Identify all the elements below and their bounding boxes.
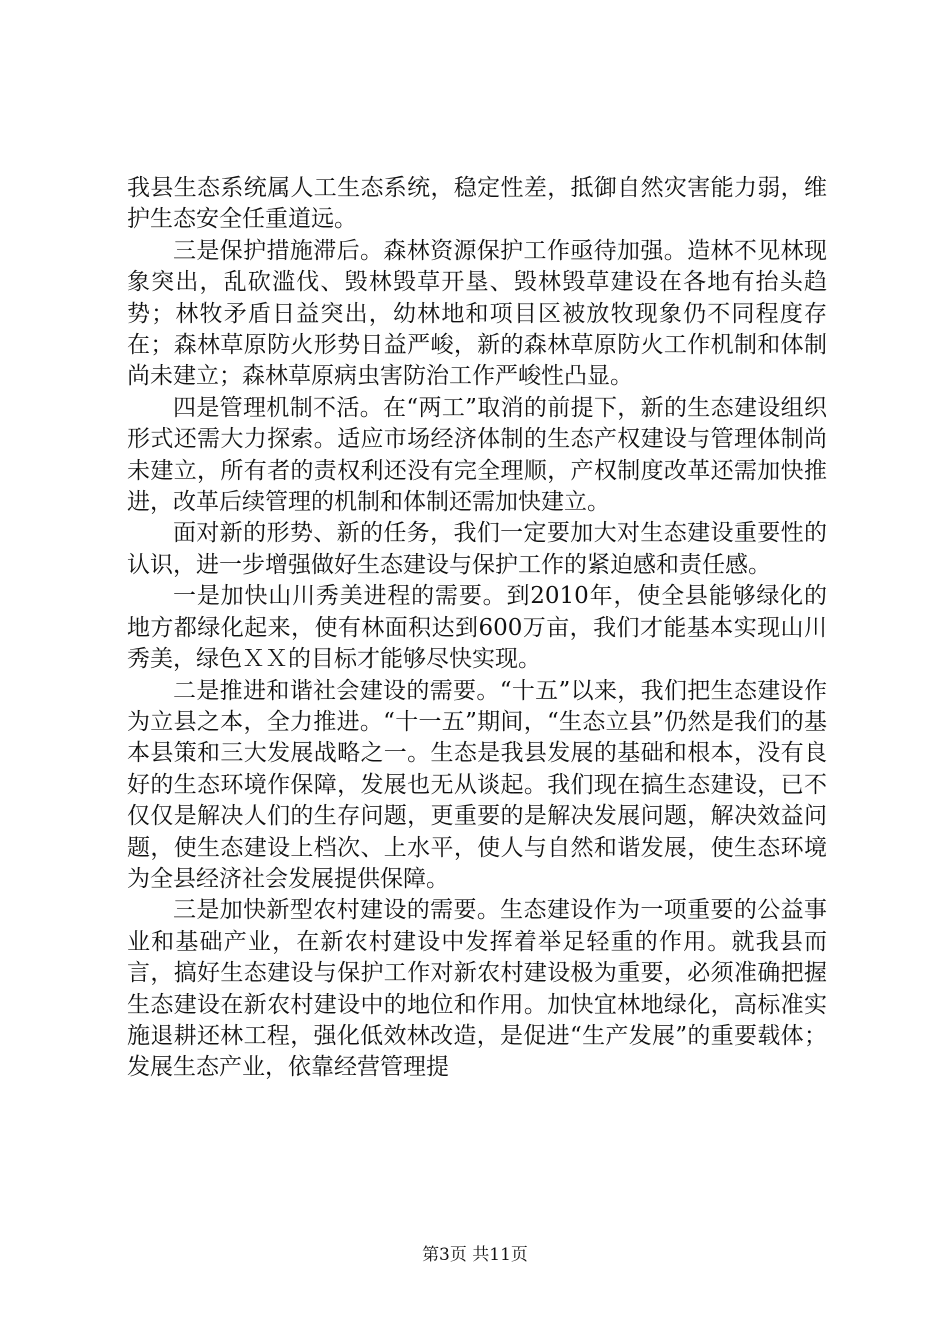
- paragraph-protection-measures: 三是保护措施滞后。森林资源保护工作亟待加强。造林不见林现象突出，乱砍滥伐、毁林毁草开垦、毁林毁草建设在各地有抬头趋势；林牧矛盾日益突出，幼林地和项目区被放牧现象仍不同程度存在；森林草原防火形势日益严峻，新的森林草原防火工作机制和体制尚未建立；森林草原病虫害防治工作严峻性凸显。: [127, 237, 827, 390]
- paragraph-harmonious-society: 二是推进和谐社会建设的需要。“十五”以来，我们把生态建设作为立县之本，全力推进。“十一五”期间，“生态立县”仍然是我们的基本县策和三大发展战略之一。生态是我县发展的基础和根本，没有良好的生态环境作保障，发展也无从谈起。我们现在搞生态建设，已不仅仅是解决人们的生存问题，更重要的是解决发展问题，解决效益问题，使生态建设上档次、上水平，使人与自然和谐发展，使生态环境为全县经济社会发展提供保障。: [127, 677, 827, 892]
- document-body: [127, 173, 827, 1084]
- page-number-footer: 第3页 共11页: [422, 1245, 528, 1265]
- paragraph-new-rural-construction: 三是加快新型农村建设的需要。生态建设作为一项重要的公益事业和基础产业，在新农村建设中发挥着举足轻重的作用。就我县而言，搞好生态建设与保护工作对新农村建设极为重要，必须准确把握生态建设在新农村建设中的地位和作用。加快宜林地绿化，高标准实施退耕还林工程，强化低效林改造，是促进“生产发展”的重要载体；发展生态产业，依靠经营管理提: [127, 897, 827, 1081]
- paragraph-mountains-rivers: 一是加快山川秀美进程的需要。到2010年，使全县能够绿化的地方都绿化起来，使有林面积达到600万亩，我们才能基本实现山川秀美，绿色ＸＸ的目标才能够尽快实现。: [127, 583, 827, 673]
- paragraph-continued: 我县生态系统属人工生态系统，稳定性差，抵御自然灾害能力弱，维护生态安全任重道远。: [127, 175, 827, 233]
- paragraph-management-mechanism: 四是管理机制不活。在“两工”取消的前提下，新的生态建设组织形式还需大力探索。适应市场经济体制的生态产权建设与管理体制尚未建立，所有者的责权利还没有完全理顺，产权制度改革还需加快推进，改革后续管理的机制和体制还需加快建立。: [127, 394, 827, 516]
- paragraph-new-situation: 面对新的形势、新的任务，我们一定要加大对生态建设重要性的认识，进一步增强做好生态建设与保护工作的紧迫感和责任感。: [127, 520, 827, 578]
